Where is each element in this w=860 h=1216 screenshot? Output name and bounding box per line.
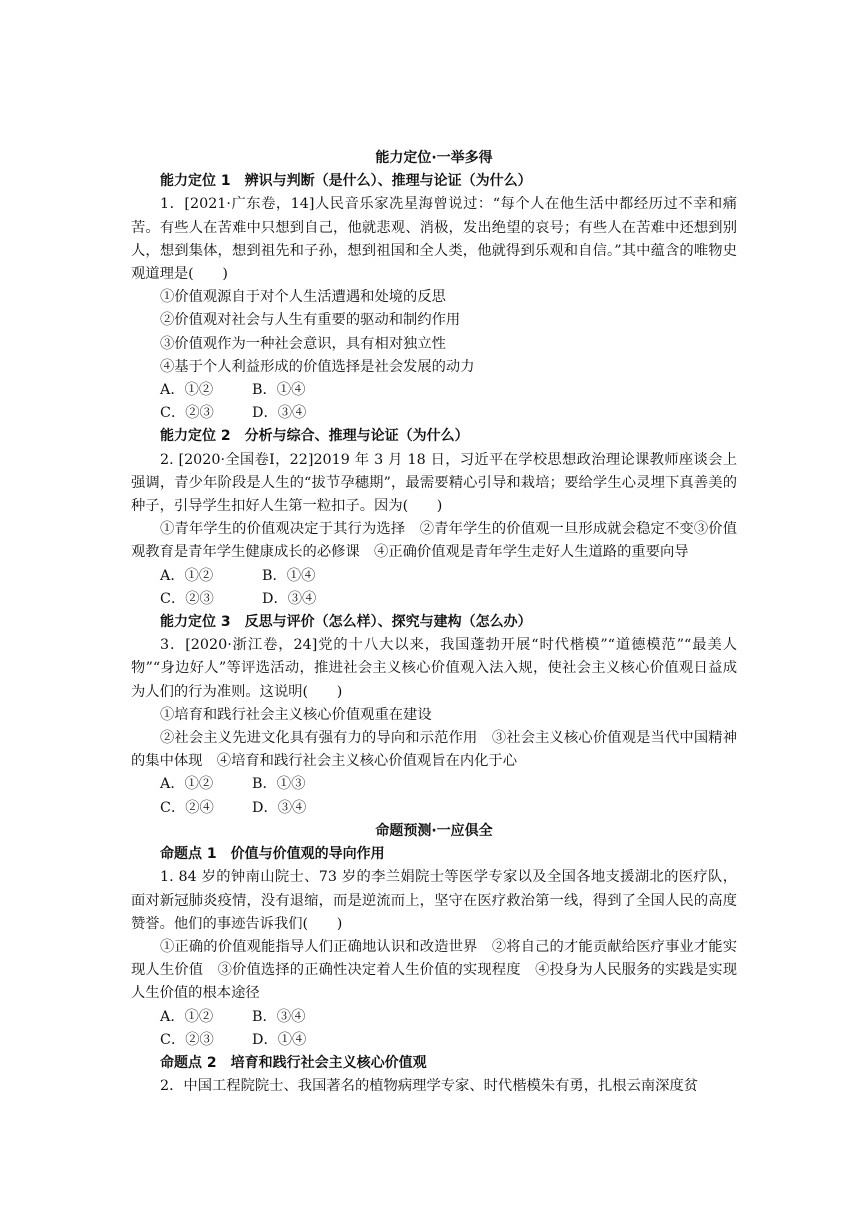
prediction-2-stem: 2．中国工程院院士、我国著名的植物病理学专家、时代楷模朱有勇，扎根云南深度贫 <box>160 1078 699 1095</box>
answer-a: A．①② <box>160 776 214 793</box>
document-page <box>131 147 737 1098</box>
question-2-answers-cd <box>131 588 737 611</box>
question-3-stem: 3．[2020·浙江卷，24]党的十八大以来，我国蓬勃开展“时代楷模”“道德模范”“最美人物”“身边好人”等评选活动，推进社会主义核心价值观入法入规，使社会主义核心价值观日益成为人们的行为准则。这说明( ) <box>131 637 737 700</box>
question-1-option-2: ②价值观对社会与人生有重要的驱动和制约作用 <box>160 312 461 329</box>
heading-ability-2: 能力定位 2 分析与综合、推理与论证（为什么） <box>160 428 469 445</box>
answer-d: D．③④ <box>262 590 317 607</box>
answer-b: B．①④ <box>262 567 316 584</box>
question-1-stem: 1．[2021·广东卷，14]人民音乐家冼星海曾说过：“每个人在他生活中都经历过不幸和痛苦。有些人在苦难中只想到自己，他就悲观、消极，发出绝望的哀号；有些人在苦难中还想到别人，想到集体，想到祖先和子孙，想到祖国和全人类，他就得到乐观和自信。”其中蕴含的唯物史观道理是( ) <box>131 196 737 283</box>
question-3-options: ②社会主义先进文化具有强有力的导向和示范作用 ③社会主义核心价值观是当代中国精神的集中体现 ④培育和践行社会主义核心价值观旨在内化于心 <box>131 730 737 770</box>
heading-ability-3: 能力定位 3 反思与评价（怎么样）、探究与建构（怎么办） <box>160 614 532 631</box>
question-2-stem: 2. [2020·全国卷Ⅰ，22]2019 年 3 月 18 日，习近平在学校思想政治理论课教师座谈会上强调，青少年阶段是人生的“拔节孕穗期”，最需要精心引导和栽培；要给学生心灵埋下真善美的种子，引导学生扣好人生第一粒扣子。因为( ) <box>131 451 737 515</box>
answer-c: C．②③ <box>160 1031 214 1048</box>
answer-b: B．③④ <box>252 1008 306 1025</box>
answer-d: D．③④ <box>252 799 307 816</box>
prediction-1-answers-cd <box>131 1029 737 1052</box>
heading-ability-1: 能力定位 1 辨识与判断（是什么）、推理与论证（为什么） <box>160 173 532 190</box>
heading-topic-1: 命题点 1 价值与价值观的导向作用 <box>160 846 385 863</box>
prediction-1-answers-ab <box>131 1006 737 1029</box>
question-1-answers-ab <box>131 379 737 402</box>
section-title-ability: 能力定位·一举多得 <box>375 150 493 166</box>
section-title-prediction: 命题预测·一应俱全 <box>375 822 493 839</box>
question-2-answers-ab <box>131 565 737 588</box>
question-1-option-1: ①价值观源自于对个人生活遭遇和处境的反思 <box>160 289 446 306</box>
answer-a: A．①② <box>160 382 214 399</box>
answer-c: C．②④ <box>160 799 214 816</box>
question-1-answers-cd <box>131 402 737 425</box>
answer-c: C．②③ <box>160 405 214 422</box>
heading-topic-2: 命题点 2 培育和践行社会主义核心价值观 <box>160 1054 427 1071</box>
question-1-option-4: ④基于个人利益形成的价值选择是社会发展的动力 <box>160 358 475 375</box>
answer-c: C．②③ <box>160 590 214 607</box>
question-3-answers-cd <box>131 797 737 820</box>
answer-a: A．①② <box>160 567 214 584</box>
answer-a: A．①② <box>160 1008 214 1025</box>
question-3-answers-ab <box>131 773 737 796</box>
answer-b: B．①③ <box>252 776 306 793</box>
question-3-option-1: ①培育和践行社会主义核心价值观重在建设 <box>160 706 432 723</box>
answer-d: D．③④ <box>252 405 307 422</box>
answer-d: D．①④ <box>252 1031 307 1048</box>
question-2-options: ①青年学生的价值观决定于其行为选择 ②青年学生的价值观一旦形成就会稳定不变③价值观教育是青年学生健康成长的必修课 ④正确价值观是青年学生走好人生道路的重要向导 <box>131 521 737 561</box>
question-1-option-3: ③价值观作为一种社会意识，具有相对独立性 <box>160 335 446 352</box>
prediction-1-options: ①正确的价值观能指导人们正确地认识和改造世界 ②将自己的才能贡献给医疗事业才能实现人生价值 ③价值选择的正确性决定着人生价值的实现程度 ④投身为人民服务的实践是实现人生价值的根本途径 <box>131 938 737 1002</box>
answer-b: B．①④ <box>252 382 306 399</box>
prediction-1-stem: 1. 84 岁的钟南山院士、73 岁的李兰娟院士等医学专家以及全国各地支援湖北的医疗队，面对新冠肺炎疫情，没有退缩，而是逆流而上，坚守在医疗救治第一线，得到了全国人民的高度赞誉。他们的事迹告诉我们( ) <box>131 869 737 932</box>
